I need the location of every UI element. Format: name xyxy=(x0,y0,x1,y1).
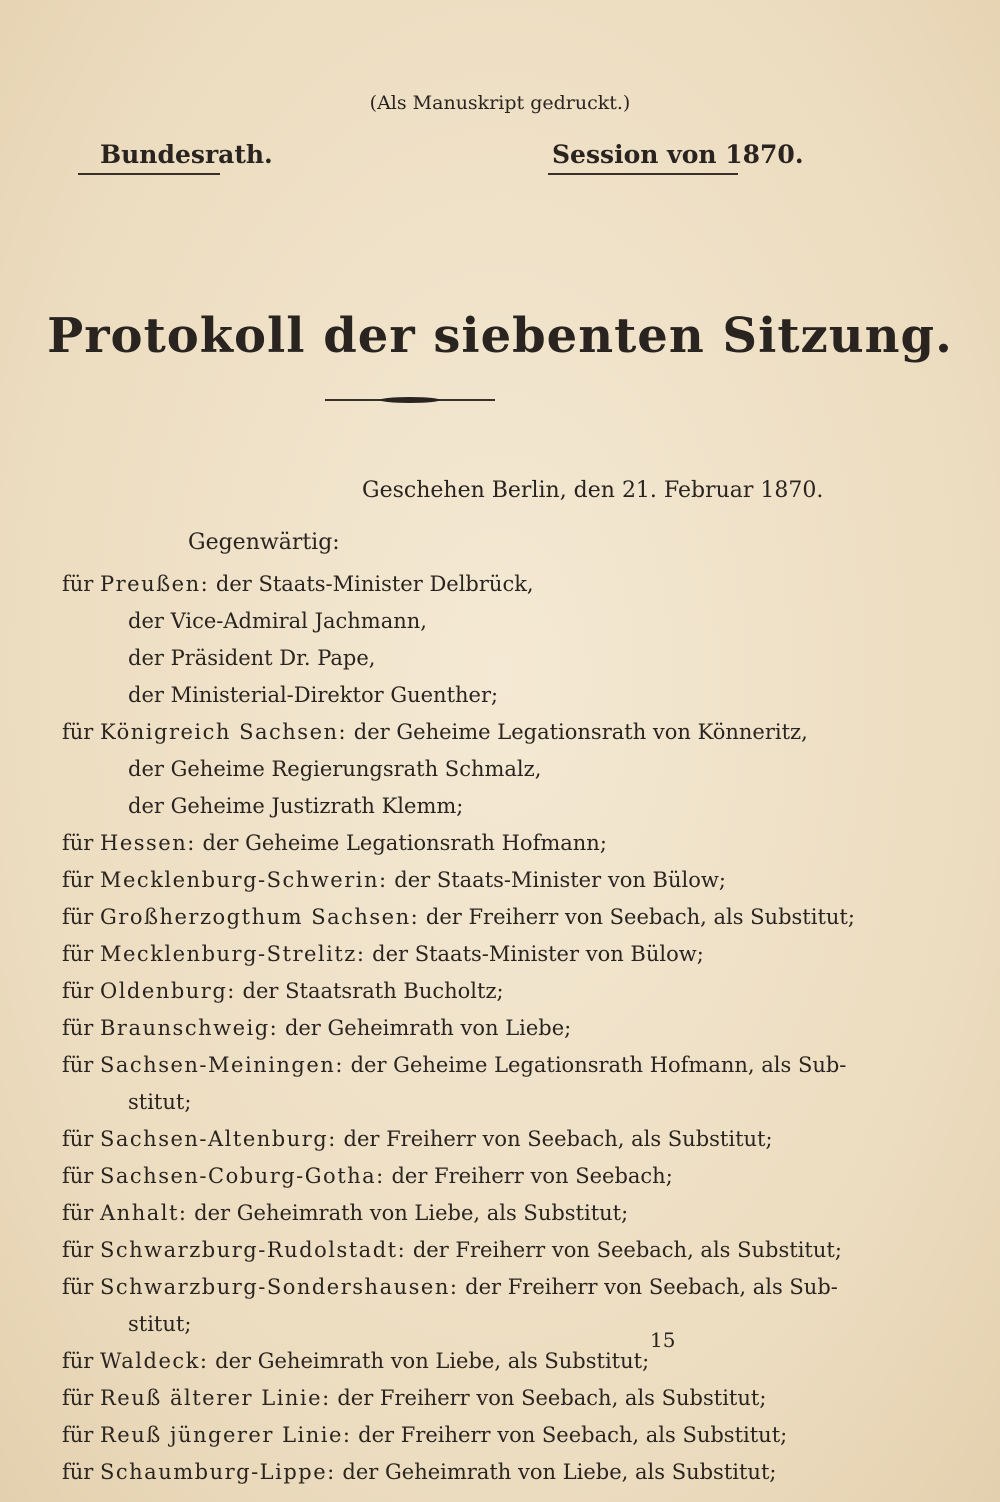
attendance-entry xyxy=(62,1195,942,1232)
header-left-rule xyxy=(78,173,220,175)
header-right: Session von 1870. xyxy=(552,140,804,169)
entry-delegate: der Geheimrath von Liebe, als Substitut; xyxy=(215,1349,650,1373)
entry-prefix: für xyxy=(62,942,94,966)
attendance-entry xyxy=(62,973,942,1010)
entry-continuation: stitut; xyxy=(128,1312,192,1336)
entry-delegate: der Präsident Dr. Pape, xyxy=(128,646,376,670)
entry-prefix: für xyxy=(62,1053,94,1077)
entry-state: Preußen: xyxy=(100,572,210,596)
entry-prefix: für xyxy=(62,1460,94,1484)
entry-state: Großherzogthum Sachsen: xyxy=(100,905,420,929)
entry-prefix: für xyxy=(62,1164,94,1188)
attendance-entry xyxy=(62,1343,942,1380)
attendance-entry xyxy=(62,1232,942,1269)
entry-prefix: für xyxy=(62,1275,94,1299)
attendance-entry xyxy=(62,1306,942,1343)
attendance-entry xyxy=(62,899,942,936)
attendance-entry xyxy=(62,936,942,973)
attendance-entry xyxy=(62,1047,942,1084)
entry-delegate: der Freiherr von Seebach, als Substitut; xyxy=(412,1238,842,1262)
attendance-entry xyxy=(62,603,942,640)
entry-state: Hessen: xyxy=(100,831,196,855)
entry-delegate: der Geheimrath von Liebe, als Substitut; xyxy=(342,1460,777,1484)
entry-prefix: für xyxy=(62,868,94,892)
entry-delegate: der Geheimrath von Liebe; xyxy=(284,1016,572,1040)
entry-prefix: für xyxy=(62,1423,94,1447)
manuscript-note: (Als Manuskript gedruckt.) xyxy=(369,92,631,114)
entry-state: Braunschweig: xyxy=(100,1016,279,1040)
attendance-entry xyxy=(62,1380,942,1417)
entry-state: Waldeck: xyxy=(100,1349,209,1373)
entry-delegate: der Freiherr von Seebach, als Sub- xyxy=(465,1275,838,1299)
entry-delegate: der Geheimrath von Liebe, als Substitut; xyxy=(194,1201,629,1225)
entry-delegate: der Freiherr von Seebach, als Substitut; xyxy=(343,1127,773,1151)
entry-prefix: für xyxy=(62,905,94,929)
entry-prefix: für xyxy=(62,831,94,855)
attendance-entry xyxy=(62,566,942,603)
entry-delegate: der Freiherr von Seebach, als Substitut; xyxy=(337,1386,767,1410)
entry-prefix: für xyxy=(62,1238,94,1262)
attendance-entry xyxy=(62,751,942,788)
entry-delegate: der Freiherr von Seebach, als Substitut; xyxy=(358,1423,788,1447)
entry-state: Mecklenburg-Schwerin: xyxy=(100,868,388,892)
entry-delegate: der Freiherr von Seebach; xyxy=(391,1164,673,1188)
title-divider xyxy=(325,399,495,401)
entry-state: Schaumburg-Lippe: xyxy=(100,1460,336,1484)
entry-delegate: der Freiherr von Seebach, als Substitut; xyxy=(425,905,855,929)
entry-prefix: für xyxy=(62,979,94,1003)
attendance-entry xyxy=(62,1084,942,1121)
entry-delegate: der Geheime Legationsrath Hofmann; xyxy=(202,831,607,855)
entry-state: Oldenburg: xyxy=(100,979,236,1003)
attendance-entry xyxy=(62,1010,942,1047)
attendance-list xyxy=(62,566,942,1491)
entry-prefix: für xyxy=(62,1349,94,1373)
entry-prefix: für xyxy=(62,1016,94,1040)
attendance-entry xyxy=(62,1269,942,1306)
present-label: Gegenwärtig: xyxy=(188,530,340,555)
dateline: Geschehen Berlin, den 21. Februar 1870. xyxy=(362,478,824,503)
entry-delegate: der Geheime Regierungsrath Schmalz, xyxy=(128,757,542,781)
attendance-entry xyxy=(62,788,942,825)
entry-state: Sachsen-Coburg-Gotha: xyxy=(100,1164,385,1188)
entry-state: Reuß älterer Linie: xyxy=(100,1386,331,1410)
entry-prefix: für xyxy=(62,1386,94,1410)
entry-delegate: der Ministerial-Direktor Guenther; xyxy=(128,683,499,707)
entry-state: Sachsen-Meiningen: xyxy=(100,1053,344,1077)
attendance-entry xyxy=(62,1121,942,1158)
attendance-entry xyxy=(62,1158,942,1195)
entry-state: Sachsen-Altenburg: xyxy=(100,1127,337,1151)
entry-state: Königreich Sachsen: xyxy=(100,720,348,744)
entry-state: Mecklenburg-Strelitz: xyxy=(100,942,366,966)
entry-prefix: für xyxy=(62,572,94,596)
entry-delegate: der Geheime Legationsrath von Könneritz, xyxy=(353,720,808,744)
entry-state: Schwarzburg-Sondershausen: xyxy=(100,1275,459,1299)
entry-delegate: der Staats-Minister von Bülow; xyxy=(372,942,704,966)
page-number: 15 xyxy=(650,1328,676,1352)
entry-continuation: stitut; xyxy=(128,1090,192,1114)
attendance-entry xyxy=(62,1454,942,1491)
entry-delegate: der Staats-Minister Delbrück, xyxy=(215,572,534,596)
entry-state: Schwarzburg-Rudolstadt: xyxy=(100,1238,407,1262)
entry-delegate: der Staats-Minister von Bülow; xyxy=(394,868,726,892)
entry-delegate: der Vice-Admiral Jachmann, xyxy=(128,609,427,633)
attendance-entry xyxy=(62,1417,942,1454)
attendance-entry xyxy=(62,862,942,899)
entry-delegate: der Staatsrath Bucholtz; xyxy=(242,979,504,1003)
document-title: Protokoll der siebenten Sitzung. xyxy=(47,308,953,364)
entry-state: Reuß jüngerer Linie: xyxy=(100,1423,352,1447)
entry-prefix: für xyxy=(62,1127,94,1151)
attendance-entry xyxy=(62,677,942,714)
attendance-entry xyxy=(62,714,942,751)
entry-state: Anhalt: xyxy=(100,1201,188,1225)
header-left: Bundesrath. xyxy=(100,140,273,169)
entry-prefix: für xyxy=(62,720,94,744)
attendance-entry xyxy=(62,825,942,862)
entry-prefix: für xyxy=(62,1201,94,1225)
entry-delegate: der Geheime Legationsrath Hofmann, als Sub- xyxy=(350,1053,847,1077)
header-right-rule xyxy=(548,173,738,175)
attendance-entry xyxy=(62,640,942,677)
entry-delegate: der Geheime Justizrath Klemm; xyxy=(128,794,464,818)
